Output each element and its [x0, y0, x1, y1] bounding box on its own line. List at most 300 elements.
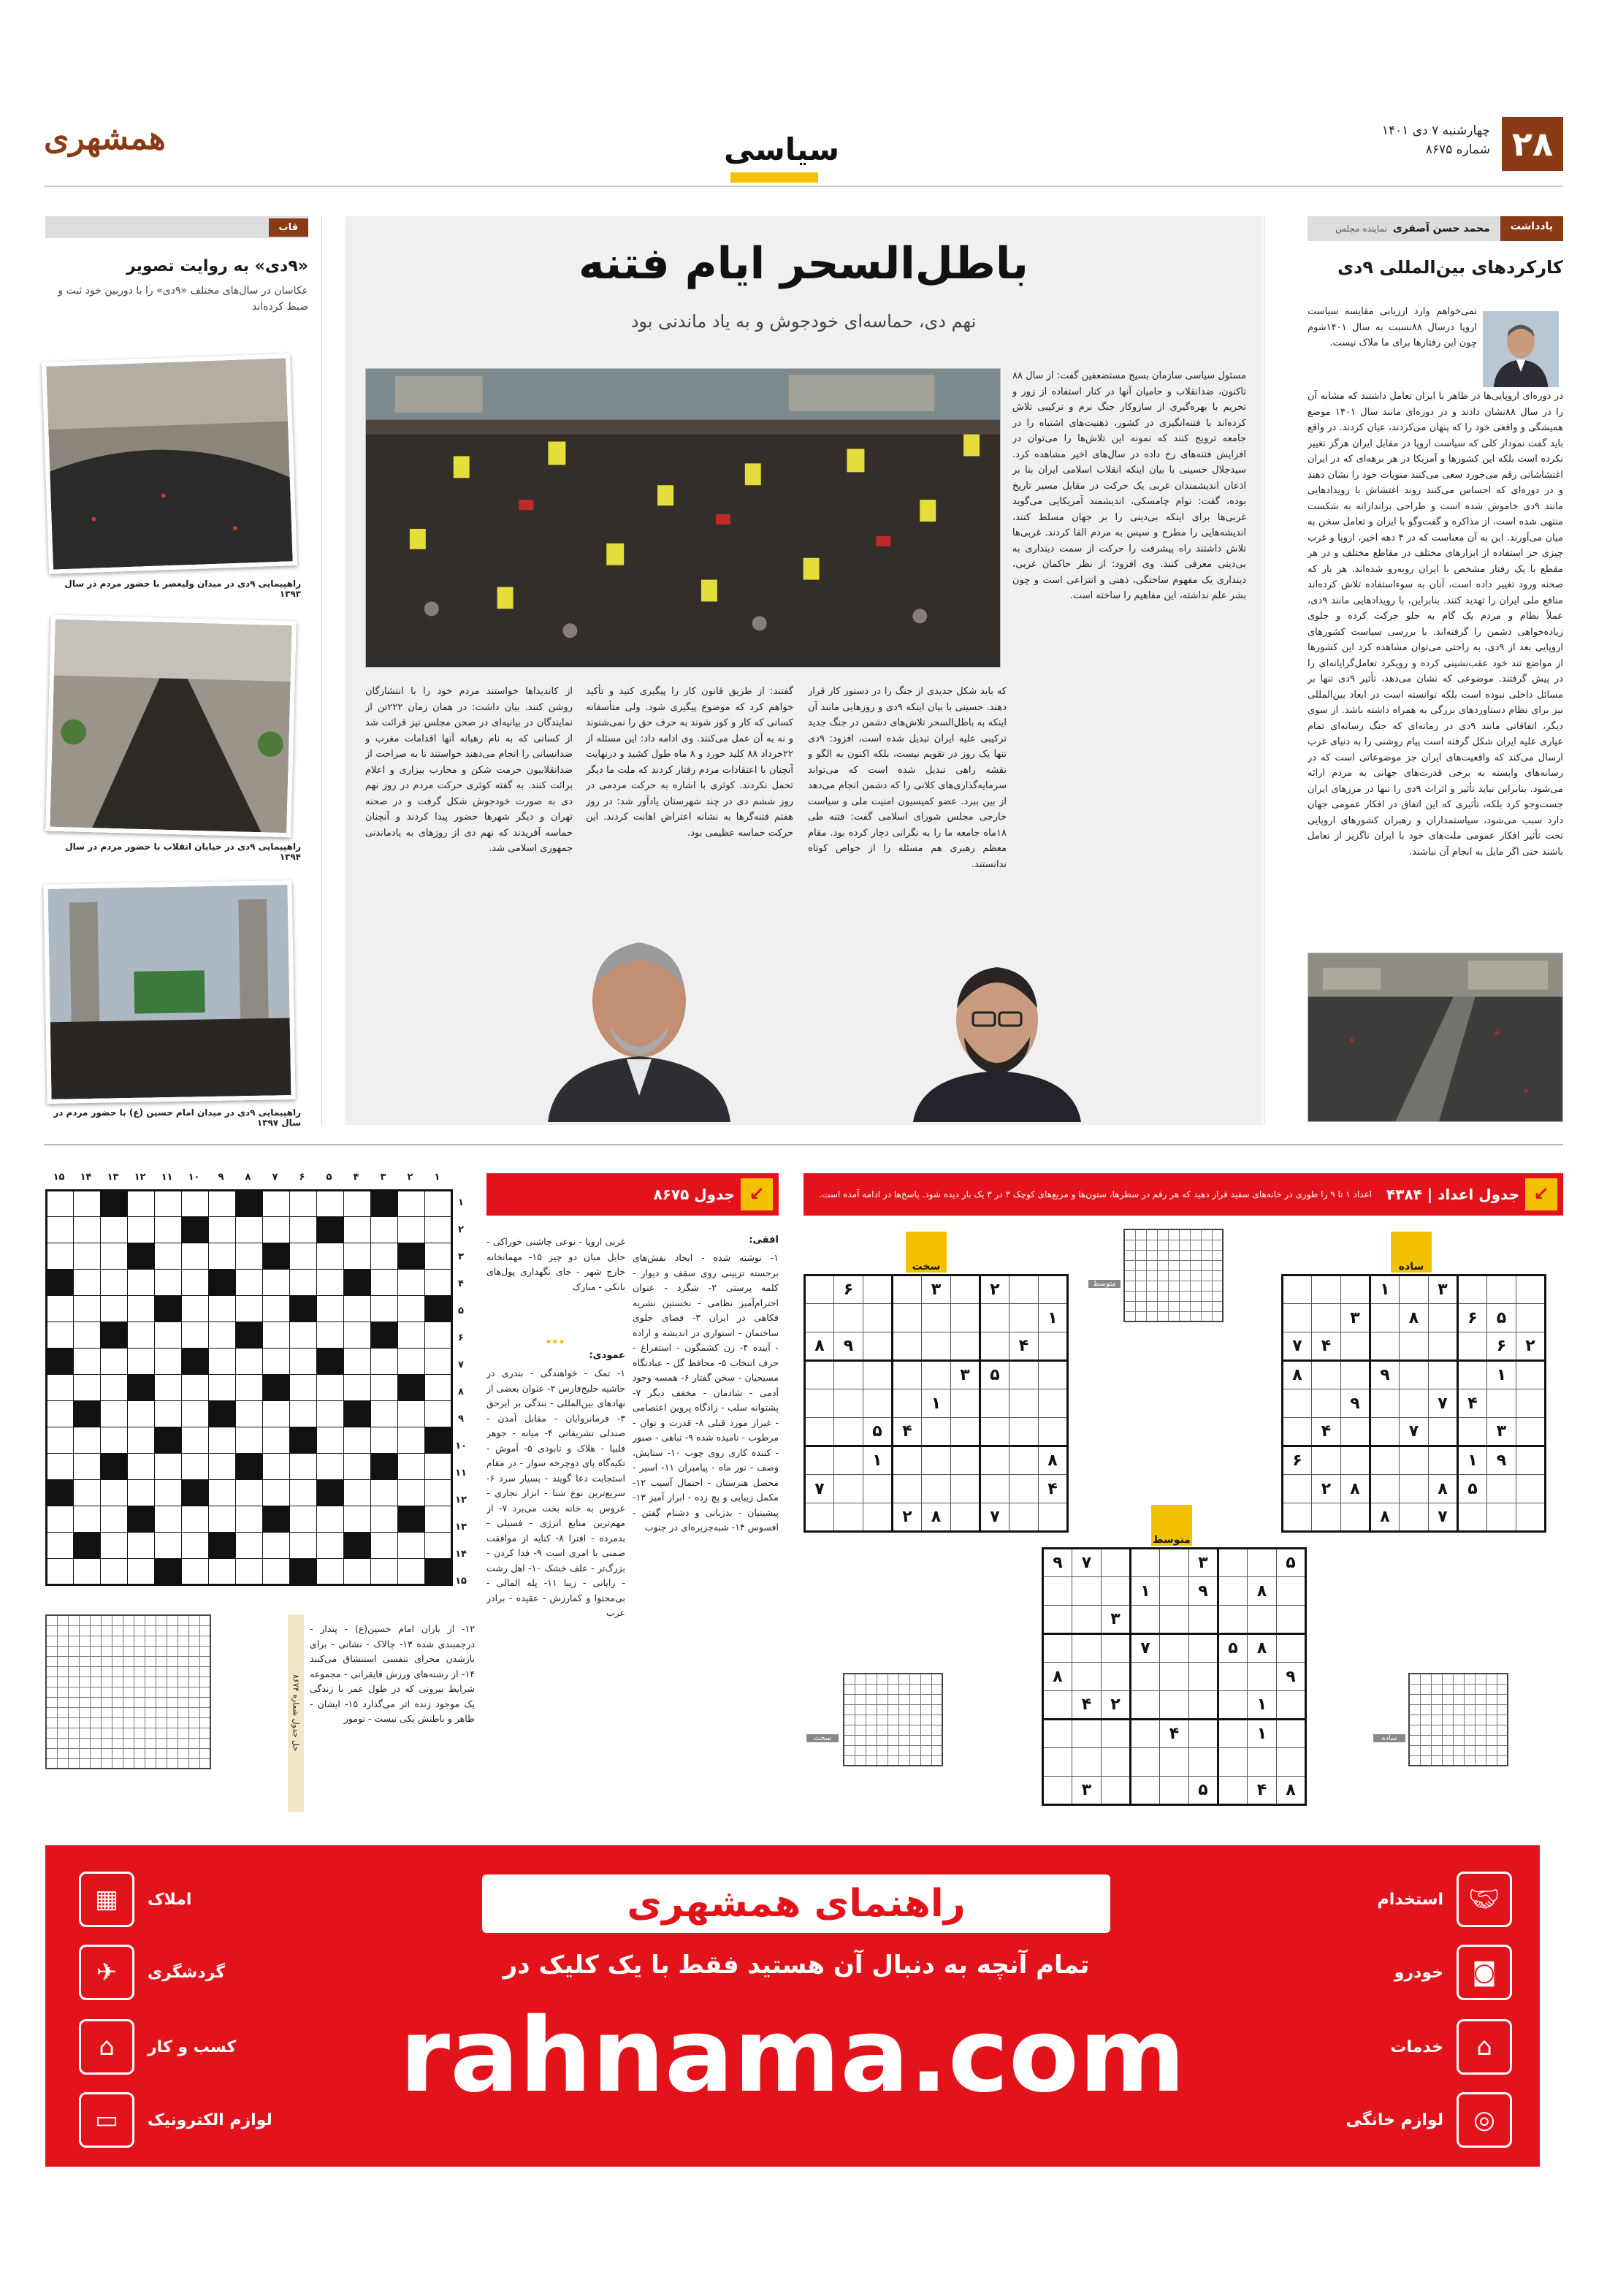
sudoku-cell[interactable]: [805, 1275, 834, 1304]
sudoku-cell[interactable]: [1072, 1748, 1102, 1777]
sudoku-cell[interactable]: ۸: [1283, 1361, 1312, 1389]
crossword-cell[interactable]: [128, 1533, 155, 1559]
crossword-cell[interactable]: [290, 1243, 317, 1270]
crossword-cell[interactable]: [47, 1296, 74, 1322]
crossword-cell[interactable]: [344, 1217, 371, 1243]
sudoku-cell[interactable]: [1516, 1304, 1546, 1332]
crossword-cell[interactable]: [128, 1427, 155, 1454]
sudoku-cell[interactable]: ۷: [980, 1503, 1009, 1532]
crossword-cell[interactable]: [263, 1322, 290, 1349]
sudoku-cell[interactable]: [922, 1361, 951, 1389]
sudoku-cell[interactable]: [834, 1503, 863, 1532]
sudoku-cell[interactable]: [1458, 1503, 1487, 1532]
crossword-cell[interactable]: [398, 1401, 425, 1427]
crossword-cell[interactable]: [344, 1349, 371, 1375]
sudoku-cell[interactable]: ۳: [1487, 1418, 1516, 1446]
sudoku-cell[interactable]: [1102, 1577, 1131, 1606]
crossword-cell[interactable]: [209, 1375, 236, 1401]
crossword-cell[interactable]: [317, 1559, 344, 1585]
crossword-cell[interactable]: [317, 1506, 344, 1533]
sudoku-cell[interactable]: [805, 1446, 834, 1475]
crossword-cell[interactable]: [398, 1427, 425, 1454]
crossword-cell[interactable]: [290, 1217, 317, 1243]
sudoku-cell[interactable]: [1370, 1332, 1400, 1361]
sudoku-cell[interactable]: [1189, 1663, 1218, 1691]
sudoku-cell[interactable]: [980, 1446, 1009, 1475]
sudoku-cell[interactable]: ۵: [1487, 1304, 1516, 1332]
crossword-cell[interactable]: [317, 1191, 344, 1217]
crossword-cell[interactable]: [182, 1533, 209, 1559]
sudoku-cell[interactable]: ۵: [980, 1361, 1009, 1389]
crossword-cell[interactable]: [398, 1533, 425, 1559]
crossword-cell[interactable]: [101, 1480, 128, 1506]
sudoku-cell[interactable]: [1400, 1361, 1429, 1389]
sudoku-cell[interactable]: [1400, 1475, 1429, 1503]
sudoku-cell[interactable]: [980, 1304, 1009, 1332]
crossword-cell[interactable]: [263, 1427, 290, 1454]
sudoku-cell[interactable]: [1458, 1361, 1487, 1389]
sudoku-cell[interactable]: ۵: [1218, 1634, 1248, 1663]
sudoku-cell[interactable]: ۳: [1429, 1275, 1458, 1304]
sudoku-cell[interactable]: ۸: [1429, 1475, 1458, 1503]
crossword-cell[interactable]: [101, 1506, 128, 1533]
sudoku-cell[interactable]: ۹: [1043, 1549, 1072, 1577]
crossword-cell[interactable]: [209, 1454, 236, 1480]
crossword-cell[interactable]: [74, 1191, 101, 1217]
sudoku-cell[interactable]: ۱: [1248, 1720, 1277, 1748]
sudoku-cell[interactable]: [1283, 1503, 1312, 1532]
sudoku-cell[interactable]: [1370, 1475, 1400, 1503]
sudoku-cell[interactable]: [805, 1304, 834, 1332]
crossword-cell[interactable]: [74, 1454, 101, 1480]
sudoku-cell[interactable]: [1189, 1606, 1218, 1634]
crossword-cell[interactable]: [101, 1375, 128, 1401]
crossword-cell[interactable]: [398, 1349, 425, 1375]
crossword-cell[interactable]: [317, 1375, 344, 1401]
sudoku-cell[interactable]: [1341, 1418, 1370, 1446]
crossword-cell[interactable]: [371, 1401, 398, 1427]
sudoku-cell[interactable]: [1277, 1720, 1306, 1748]
crossword-cell[interactable]: [317, 1243, 344, 1270]
crossword-cell[interactable]: [128, 1401, 155, 1427]
sudoku-cell[interactable]: [951, 1418, 980, 1446]
crossword-cell[interactable]: [47, 1427, 74, 1454]
crossword-cell[interactable]: [398, 1217, 425, 1243]
sudoku-cell[interactable]: [1487, 1475, 1516, 1503]
crossword-cell[interactable]: [317, 1454, 344, 1480]
sudoku-cell[interactable]: [1429, 1304, 1458, 1332]
crossword-cell[interactable]: [263, 1480, 290, 1506]
sudoku-cell[interactable]: [1131, 1748, 1160, 1777]
sudoku-cell[interactable]: [951, 1275, 980, 1304]
sudoku-cell[interactable]: [1131, 1549, 1160, 1577]
sudoku-cell[interactable]: ۲: [893, 1503, 922, 1532]
crossword-cell[interactable]: [263, 1454, 290, 1480]
ad-url[interactable]: [336, 1994, 1249, 2118]
sudoku-cell[interactable]: [1189, 1720, 1218, 1748]
crossword-cell[interactable]: [128, 1270, 155, 1296]
crossword-cell[interactable]: [344, 1243, 371, 1270]
sudoku-cell[interactable]: [1370, 1446, 1400, 1475]
sudoku-cell[interactable]: [1516, 1275, 1546, 1304]
sudoku-cell[interactable]: [893, 1446, 922, 1475]
sudoku-cell[interactable]: [1218, 1691, 1248, 1720]
sudoku-cell[interactable]: [805, 1361, 834, 1389]
sudoku-cell[interactable]: ۸: [1370, 1503, 1400, 1532]
sudoku-cell[interactable]: [1341, 1275, 1370, 1304]
crossword-cell[interactable]: [101, 1533, 128, 1559]
crossword-cell[interactable]: [371, 1506, 398, 1533]
crossword-cell[interactable]: [236, 1533, 263, 1559]
sudoku-cell[interactable]: [1516, 1418, 1546, 1446]
sudoku-cell[interactable]: [1160, 1663, 1189, 1691]
crossword-cell[interactable]: [236, 1480, 263, 1506]
crossword-cell[interactable]: [398, 1454, 425, 1480]
sudoku-cell[interactable]: [1248, 1748, 1277, 1777]
sudoku-cell[interactable]: [1189, 1691, 1218, 1720]
sudoku-cell[interactable]: [1312, 1275, 1341, 1304]
crossword-cell[interactable]: [101, 1296, 128, 1322]
ad-cat-electronics[interactable]: [79, 2091, 313, 2149]
sudoku-cell[interactable]: ۱: [1458, 1446, 1487, 1475]
sudoku-cell[interactable]: [1277, 1691, 1306, 1720]
sudoku-cell[interactable]: [1009, 1275, 1039, 1304]
crossword-cell[interactable]: [209, 1322, 236, 1349]
crossword-cell[interactable]: [344, 1296, 371, 1322]
crossword-cell[interactable]: [47, 1217, 74, 1243]
crossword-cell[interactable]: [74, 1506, 101, 1533]
crossword-cell[interactable]: [371, 1270, 398, 1296]
crossword-cell[interactable]: [236, 1296, 263, 1322]
crossword-cell[interactable]: [74, 1559, 101, 1585]
crossword-cell[interactable]: [74, 1296, 101, 1322]
sudoku-cell[interactable]: [1312, 1446, 1341, 1475]
crossword-cell[interactable]: [371, 1480, 398, 1506]
crossword-cell[interactable]: [290, 1506, 317, 1533]
sudoku-cell[interactable]: [951, 1446, 980, 1475]
sudoku-cell[interactable]: [834, 1418, 863, 1446]
crossword-cell[interactable]: [209, 1506, 236, 1533]
crossword-cell[interactable]: [263, 1533, 290, 1559]
sudoku-cell[interactable]: [1218, 1549, 1248, 1577]
sudoku-cell[interactable]: [951, 1389, 980, 1418]
sudoku-cell[interactable]: [805, 1503, 834, 1532]
crossword-cell[interactable]: [47, 1243, 74, 1270]
sudoku-cell[interactable]: [980, 1389, 1009, 1418]
crossword-cell[interactable]: [182, 1559, 209, 1585]
sudoku-cell[interactable]: ۱: [863, 1446, 893, 1475]
sudoku-cell[interactable]: [1039, 1389, 1068, 1418]
crossword-cell[interactable]: [290, 1270, 317, 1296]
crossword-cell[interactable]: [344, 1559, 371, 1585]
crossword-cell[interactable]: [182, 1454, 209, 1480]
sudoku-cell[interactable]: ۸: [1277, 1777, 1306, 1805]
sudoku-cell[interactable]: [922, 1332, 951, 1361]
sudoku-cell[interactable]: ۴: [1009, 1332, 1039, 1361]
sudoku-cell[interactable]: [1102, 1748, 1131, 1777]
crossword-cell[interactable]: [290, 1375, 317, 1401]
crossword-cell[interactable]: [101, 1217, 128, 1243]
sudoku-cell[interactable]: [922, 1418, 951, 1446]
sudoku-cell[interactable]: ۷: [805, 1475, 834, 1503]
sudoku-cell[interactable]: [1248, 1606, 1277, 1634]
crossword-cell[interactable]: [209, 1349, 236, 1375]
sudoku-cell[interactable]: [1043, 1606, 1072, 1634]
crossword-cell[interactable]: [344, 1480, 371, 1506]
sudoku-cell[interactable]: [893, 1475, 922, 1503]
crossword-cell[interactable]: [155, 1480, 182, 1506]
crossword-cell[interactable]: [263, 1296, 290, 1322]
sudoku-cell[interactable]: [1102, 1777, 1131, 1805]
sudoku-cell[interactable]: [1102, 1549, 1131, 1577]
sudoku-cell[interactable]: ۶: [1487, 1332, 1516, 1361]
crossword-cell[interactable]: [317, 1401, 344, 1427]
sudoku-cell[interactable]: [1341, 1503, 1370, 1532]
crossword-cell[interactable]: [128, 1559, 155, 1585]
sudoku-cell[interactable]: [1218, 1748, 1248, 1777]
crossword-cell[interactable]: [317, 1322, 344, 1349]
crossword-cell[interactable]: [317, 1533, 344, 1559]
crossword-cell[interactable]: [128, 1480, 155, 1506]
crossword-cell[interactable]: [155, 1191, 182, 1217]
sudoku-cell[interactable]: [1131, 1720, 1160, 1748]
sudoku-cell[interactable]: [1039, 1332, 1068, 1361]
crossword-cell[interactable]: [74, 1480, 101, 1506]
sudoku-cell[interactable]: ۷: [1283, 1332, 1312, 1361]
crossword-cell[interactable]: [155, 1533, 182, 1559]
sudoku-cell[interactable]: [1400, 1332, 1429, 1361]
crossword-cell[interactable]: [128, 1322, 155, 1349]
sudoku-cell[interactable]: ۲: [1312, 1475, 1341, 1503]
crossword-cell[interactable]: [371, 1533, 398, 1559]
crossword-cell[interactable]: [101, 1270, 128, 1296]
sudoku-cell[interactable]: [834, 1361, 863, 1389]
crossword-cell[interactable]: [182, 1322, 209, 1349]
crossword-cell[interactable]: [155, 1454, 182, 1480]
sudoku-cell[interactable]: [1189, 1748, 1218, 1777]
sudoku-cell[interactable]: [1283, 1418, 1312, 1446]
sudoku-cell[interactable]: [1102, 1720, 1131, 1748]
sudoku-cell[interactable]: [1043, 1577, 1072, 1606]
sudoku-cell[interactable]: [893, 1275, 922, 1304]
crossword-cell[interactable]: [155, 1401, 182, 1427]
crossword-cell[interactable]: [371, 1243, 398, 1270]
sudoku-cell[interactable]: ۳: [951, 1361, 980, 1389]
sudoku-cell[interactable]: ۴: [1248, 1777, 1277, 1805]
sudoku-cell[interactable]: ۸: [1400, 1304, 1429, 1332]
crossword-cell[interactable]: [344, 1506, 371, 1533]
crossword-cell[interactable]: [236, 1270, 263, 1296]
crossword-cell[interactable]: [101, 1349, 128, 1375]
sudoku-cell[interactable]: [893, 1361, 922, 1389]
sudoku-cell[interactable]: ۴: [1312, 1418, 1341, 1446]
ad-cat-tourism[interactable]: [79, 1943, 269, 2002]
crossword-cell[interactable]: [290, 1322, 317, 1349]
sudoku-cell[interactable]: ۶: [834, 1275, 863, 1304]
sudoku-cell[interactable]: [1009, 1361, 1039, 1389]
sudoku-cell[interactable]: [893, 1389, 922, 1418]
sudoku-cell[interactable]: ۵: [1277, 1549, 1306, 1577]
crossword-cell[interactable]: [155, 1322, 182, 1349]
sudoku-cell[interactable]: [1283, 1475, 1312, 1503]
sudoku-cell[interactable]: [1072, 1606, 1102, 1634]
crossword-cell[interactable]: [182, 1270, 209, 1296]
sudoku-cell[interactable]: ۲: [980, 1275, 1009, 1304]
sudoku-cell[interactable]: [1370, 1389, 1400, 1418]
crossword-cell[interactable]: [263, 1401, 290, 1427]
sudoku-cell[interactable]: [1341, 1332, 1370, 1361]
sudoku-cell[interactable]: ۲: [1516, 1332, 1546, 1361]
crossword-cell[interactable]: [371, 1349, 398, 1375]
sudoku-cell[interactable]: ۵: [1458, 1475, 1487, 1503]
sudoku-cell[interactable]: [863, 1389, 893, 1418]
crossword-cell[interactable]: [155, 1270, 182, 1296]
sudoku-cell[interactable]: [1516, 1475, 1546, 1503]
crossword-cell[interactable]: [155, 1243, 182, 1270]
sudoku-cell[interactable]: ۱: [1248, 1691, 1277, 1720]
crossword-cell[interactable]: [182, 1243, 209, 1270]
sudoku-cell[interactable]: [805, 1389, 834, 1418]
crossword-cell[interactable]: [236, 1243, 263, 1270]
crossword-cell[interactable]: [128, 1296, 155, 1322]
sudoku-cell[interactable]: [1218, 1777, 1248, 1805]
crossword-cell[interactable]: [155, 1217, 182, 1243]
sudoku-cell[interactable]: [1400, 1389, 1429, 1418]
crossword-cell[interactable]: [74, 1375, 101, 1401]
sudoku-cell[interactable]: [1043, 1720, 1072, 1748]
sudoku-cell[interactable]: ۱: [1370, 1275, 1400, 1304]
sudoku-cell[interactable]: [1400, 1275, 1429, 1304]
crossword-cell[interactable]: [101, 1401, 128, 1427]
crossword-cell[interactable]: [47, 1322, 74, 1349]
sudoku-cell[interactable]: [1160, 1606, 1189, 1634]
crossword-cell[interactable]: [182, 1401, 209, 1427]
sudoku-cell[interactable]: [1487, 1389, 1516, 1418]
sudoku-cell[interactable]: [1009, 1304, 1039, 1332]
sudoku-cell[interactable]: [893, 1332, 922, 1361]
crossword-cell[interactable]: [209, 1427, 236, 1454]
sudoku-cell[interactable]: [1009, 1475, 1039, 1503]
sudoku-cell[interactable]: [1218, 1606, 1248, 1634]
crossword-cell[interactable]: [344, 1191, 371, 1217]
crossword-cell[interactable]: [209, 1217, 236, 1243]
sudoku-cell[interactable]: [951, 1475, 980, 1503]
sudoku-cell[interactable]: [1312, 1361, 1341, 1389]
sudoku-cell[interactable]: ۱: [1487, 1361, 1516, 1389]
ad-cat-realestate[interactable]: [79, 1870, 254, 1929]
sudoku-cell[interactable]: [1283, 1389, 1312, 1418]
sudoku-cell[interactable]: [922, 1446, 951, 1475]
sudoku-cell[interactable]: [922, 1475, 951, 1503]
sudoku-cell[interactable]: ۵: [863, 1418, 893, 1446]
sudoku-cell[interactable]: [1248, 1549, 1277, 1577]
crossword-cell[interactable]: [101, 1243, 128, 1270]
crossword-cell[interactable]: [74, 1427, 101, 1454]
crossword-cell[interactable]: [182, 1427, 209, 1454]
crossword-cell[interactable]: [182, 1296, 209, 1322]
sudoku-cell[interactable]: ۹: [1487, 1446, 1516, 1475]
crossword-cell[interactable]: [47, 1533, 74, 1559]
crossword-cell[interactable]: [263, 1559, 290, 1585]
sudoku-cell[interactable]: [1341, 1361, 1370, 1389]
sudoku-cell[interactable]: [1131, 1606, 1160, 1634]
sudoku-cell[interactable]: [1009, 1389, 1039, 1418]
crossword-cell[interactable]: [371, 1375, 398, 1401]
sudoku-cell[interactable]: [1072, 1720, 1102, 1748]
crossword-cell[interactable]: [398, 1296, 425, 1322]
sudoku-cell[interactable]: ۸: [1248, 1634, 1277, 1663]
sudoku-cell[interactable]: [1516, 1446, 1546, 1475]
sudoku-cell[interactable]: ۹: [834, 1332, 863, 1361]
crossword-cell[interactable]: [371, 1427, 398, 1454]
ad-cat-employment[interactable]: [1315, 1870, 1512, 1929]
crossword-cell[interactable]: [344, 1375, 371, 1401]
sudoku-cell[interactable]: ۸: [922, 1503, 951, 1532]
sudoku-cell[interactable]: [863, 1332, 893, 1361]
crossword-cell[interactable]: [74, 1322, 101, 1349]
sudoku-cell[interactable]: [834, 1475, 863, 1503]
crossword-cell[interactable]: [236, 1375, 263, 1401]
sudoku-cell[interactable]: [1009, 1446, 1039, 1475]
sudoku-cell[interactable]: ۴: [893, 1418, 922, 1446]
sudoku-cell[interactable]: ۳: [1189, 1549, 1218, 1577]
crossword-cell[interactable]: [155, 1506, 182, 1533]
sudoku-cell[interactable]: ۸: [1043, 1663, 1072, 1691]
sudoku-cell[interactable]: [1160, 1748, 1189, 1777]
sudoku-cell[interactable]: [1043, 1691, 1072, 1720]
sudoku-cell[interactable]: [1429, 1332, 1458, 1361]
crossword-cell[interactable]: [317, 1296, 344, 1322]
crossword-cell[interactable]: [425, 1375, 452, 1401]
crossword-cell[interactable]: [47, 1506, 74, 1533]
crossword-cell[interactable]: [74, 1349, 101, 1375]
sudoku-cell[interactable]: [1458, 1418, 1487, 1446]
crossword-cell[interactable]: [128, 1454, 155, 1480]
sudoku-cell[interactable]: ۱: [1131, 1577, 1160, 1606]
sudoku-cell[interactable]: [1283, 1275, 1312, 1304]
sudoku-cell[interactable]: [1277, 1577, 1306, 1606]
sudoku-cell[interactable]: [1039, 1361, 1068, 1389]
sudoku-cell[interactable]: [1312, 1503, 1341, 1532]
sudoku-cell[interactable]: ۷: [1400, 1418, 1429, 1446]
sudoku-cell[interactable]: [834, 1304, 863, 1332]
sudoku-cell[interactable]: [980, 1332, 1009, 1361]
crossword-cell[interactable]: [290, 1349, 317, 1375]
sudoku-cell[interactable]: [1312, 1389, 1341, 1418]
crossword-cell[interactable]: [344, 1427, 371, 1454]
sudoku-cell[interactable]: [1072, 1663, 1102, 1691]
crossword-cell[interactable]: [236, 1349, 263, 1375]
crossword-cell[interactable]: [74, 1243, 101, 1270]
crossword-cell[interactable]: [128, 1191, 155, 1217]
sudoku-cell[interactable]: [863, 1475, 893, 1503]
sudoku-cell[interactable]: [951, 1503, 980, 1532]
sudoku-cell[interactable]: [1458, 1332, 1487, 1361]
sudoku-cell[interactable]: [1102, 1634, 1131, 1663]
sudoku-cell[interactable]: [1429, 1446, 1458, 1475]
crossword-cell[interactable]: [182, 1375, 209, 1401]
crossword-cell[interactable]: [209, 1559, 236, 1585]
sudoku-cell[interactable]: [1458, 1275, 1487, 1304]
crossword-cell[interactable]: [317, 1270, 344, 1296]
sudoku-cell[interactable]: [1277, 1748, 1306, 1777]
sudoku-cell[interactable]: [1160, 1691, 1189, 1720]
crossword-cell[interactable]: [425, 1533, 452, 1559]
sudoku-cell[interactable]: ۹: [1189, 1577, 1218, 1606]
sudoku-cell[interactable]: ۹: [1370, 1361, 1400, 1389]
sudoku-cell[interactable]: [1218, 1577, 1248, 1606]
sudoku-cell[interactable]: ۳: [922, 1275, 951, 1304]
